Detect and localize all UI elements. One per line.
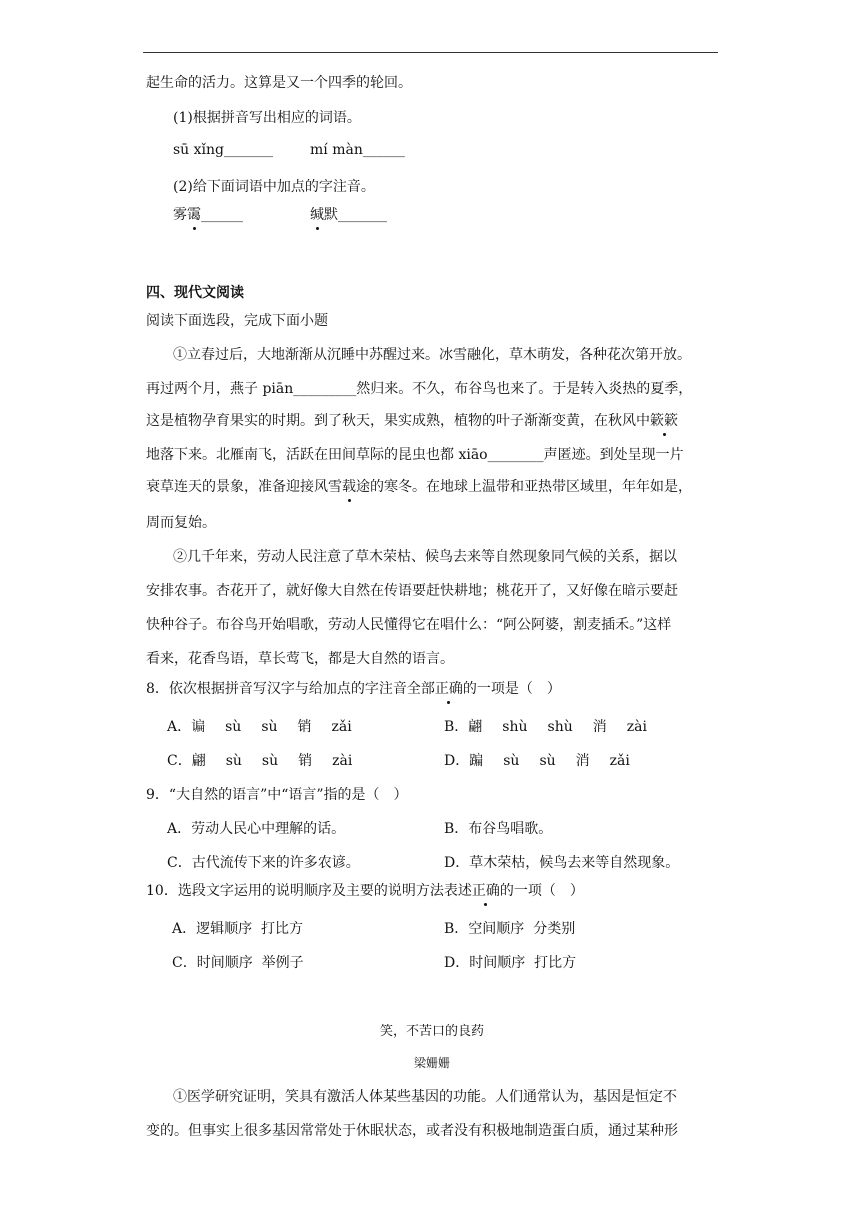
q10-option-c[interactable] (172, 952, 304, 972)
q8-option-d[interactable] (444, 750, 650, 770)
article-title: 笑，不苦口的良药 (379, 1024, 484, 1039)
option-label: C． (172, 955, 197, 971)
option-text: 劳动人民心中理解的话。 (191, 821, 346, 837)
option-token: 销 (297, 719, 312, 735)
q8-option-b[interactable] (444, 716, 667, 736)
article-line: 变的。但事实上很多基因常常处于休眠状态，或者没有积极地制造蛋白质，通过某种形 (146, 1123, 678, 1139)
q9-option-b[interactable] (444, 818, 552, 838)
word-annotation-1 (173, 204, 243, 224)
section-instruction: 阅读下面选段，完成下面小题 (146, 313, 328, 329)
q9-option-d[interactable] (444, 852, 679, 872)
q10-option-a[interactable] (172, 918, 303, 938)
option-token: 翩 (191, 753, 206, 769)
question-10-stem (146, 880, 584, 900)
option-token: shù (547, 719, 573, 735)
word1-char: 雾 (173, 207, 187, 223)
q10-stem-text: 的一项（ ） (499, 883, 584, 899)
section-heading: 四、现代文阅读 (146, 285, 244, 301)
q8-option-c[interactable] (167, 750, 372, 770)
question-8-stem (146, 678, 561, 698)
option-token: 蹁 (469, 753, 484, 769)
option-token: 谝 (191, 719, 206, 735)
para1-line: 周而复始。 (146, 515, 216, 531)
option-label: C． (167, 855, 192, 871)
para1-line-text: 这是植物孕育果实的时期。到了秋天，果实成熟，植物的叶子渐渐变黄，在秋风中 (146, 413, 650, 429)
option-token: sù (225, 753, 242, 769)
option-label: C． (167, 753, 192, 769)
option-text: 空间顺序 分类别 (468, 921, 576, 937)
q8-stem-text: 的一项是（ ） (462, 681, 561, 697)
pinyin-blank-1: sū xǐng_______ (173, 142, 274, 158)
option-token: zǎi (609, 753, 630, 769)
dotted-susu: 簌簌 (650, 410, 678, 430)
option-token: 翩 (468, 719, 483, 735)
q10-stem-text: 10．选段文字运用的说明顺序及主要的说明方法表述 (146, 883, 472, 899)
option-token: sù (225, 719, 242, 735)
para1-line: ①立春过后，大地渐渐从沉睡中苏醒过来。冰雪融化，草木萌发，各种花次第开放。 (173, 347, 691, 363)
question-9-stem: 9．“大自然的语言”中“语言”指的是（ ） (146, 787, 408, 803)
word2-blank: _______ (338, 207, 387, 223)
option-text: 时间顺序 举例子 (196, 955, 304, 971)
option-label: D． (444, 855, 470, 871)
q8-option-a[interactable] (167, 716, 372, 736)
article-author: 梁姗姗 (413, 1056, 450, 1070)
q10-dotted-word: 正确 (472, 880, 500, 900)
dotted-zai: 载 (342, 476, 356, 496)
option-token: 销 (298, 753, 313, 769)
para1-line-text: 衰草连天的景象，准备迎接风雪 (146, 479, 342, 495)
option-label: B． (444, 719, 469, 735)
para1-line: 地落下来。北雁南飞，活跃在田间草际的昆虫也都 xiāo________声匿迹。到处呈现一片 (146, 447, 684, 463)
word1-blank: ______ (201, 207, 243, 223)
option-token: zài (626, 719, 647, 735)
word1-dotted-char: 霭 (187, 204, 201, 224)
q8-stem-text: 8．依次根据拼音写汉字与给加点的字注音全部 (146, 681, 435, 697)
option-token: sù (503, 753, 520, 769)
option-text: 草木荣枯，候鸟去来等自然现象。 (469, 855, 680, 871)
option-text: 时间顺序 打比方 (469, 955, 577, 971)
para2-line: 安排农事。杏花开了，就好像大自然在传语要赶快耕地；桃花开了，又好像在暗示要赶 (146, 583, 678, 599)
option-label: B． (444, 821, 469, 837)
para1-line-text: 途的寒冬。在地球上温带和亚热带区域里，年年如是， (356, 479, 692, 495)
option-text: 古代流传下来的许多农谚。 (191, 855, 360, 871)
continued-text: 起生命的活力。这算是又一个四季的轮回。 (146, 75, 412, 91)
word2-char: 默 (324, 207, 338, 223)
option-label: D． (444, 955, 470, 971)
q10-option-b[interactable] (444, 918, 575, 938)
pinyin-blank-2: mí màn______ (310, 142, 405, 158)
option-text: 布谷鸟唱歌。 (468, 821, 553, 837)
sub-question-1: (1)根据拼音写出相应的词语。 (173, 110, 361, 126)
article-line: ①医学研究证明，笑具有激活人体某些基因的功能。人们通常认为，基因是恒定不 (173, 1089, 677, 1105)
option-label: D． (444, 753, 470, 769)
option-token: 消 (592, 719, 607, 735)
option-token: sù (539, 753, 556, 769)
option-token: sù (261, 753, 279, 769)
option-text: 逻辑顺序 打比方 (196, 921, 304, 937)
option-token: 消 (575, 753, 590, 769)
sub-question-2: (2)给下面词语中加点的字注音。 (173, 179, 375, 195)
q10-option-d[interactable] (444, 952, 576, 972)
para1-line (146, 410, 678, 430)
q9-option-c[interactable] (167, 852, 360, 872)
word-annotation-2 (310, 204, 387, 224)
para2-line: ②几千年来，劳动人民注意了草木荣枯、候鸟去来等自然现象同气候的关系，据以 (173, 549, 677, 565)
para1-line (146, 476, 692, 496)
q8-dotted-word: 正确 (435, 678, 463, 698)
option-token: zǎi (331, 719, 352, 735)
header-rule (143, 52, 718, 53)
option-label: B． (444, 921, 469, 937)
option-token: zài (332, 753, 353, 769)
para1-line: 再过两个月，燕子 piān_________然归来。不久，布谷鸟也来了。于是转入炎热的夏季， (146, 381, 693, 397)
option-label: A． (167, 821, 192, 837)
para2-line: 看来，花香鸟语，草长莺飞，都是大自然的语言。 (146, 651, 454, 667)
option-token: sù (261, 719, 278, 735)
option-token: shù (502, 719, 528, 735)
q9-option-a[interactable] (167, 818, 345, 838)
option-label: A． (172, 921, 197, 937)
word2-dotted-char: 缄 (310, 204, 324, 224)
para2-line: 快种谷子。布谷鸟开始唱歌，劳动人民懂得它在唱什么：“阿公阿婆，割麦插禾。”这样 (146, 617, 672, 633)
option-label: A． (167, 719, 192, 735)
